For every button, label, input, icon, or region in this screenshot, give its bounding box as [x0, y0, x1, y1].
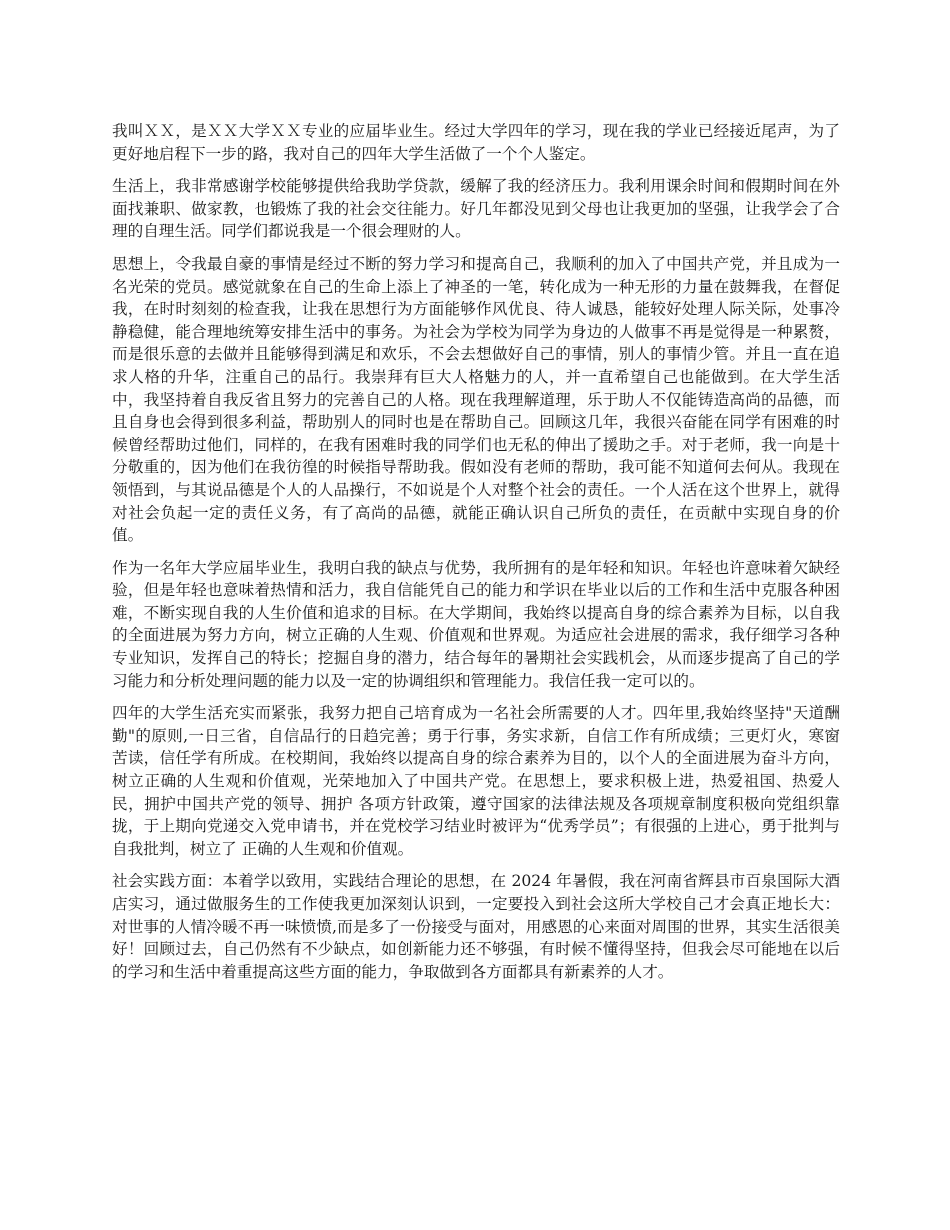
document-body [112, 120, 840, 993]
paragraph-social-practice: 社会实践方面：本着学以致用，实践结合理论的思想，在 2024 年暑假，我在河南省辉县市百泉国际大酒店实习，通过做服务生的工作使我更加深刻认识到，一定要投入到社会这所大学校自己才会真正地长大：对世事的人情冷暖不再一味愤愤,而是多了一份接受与面对，用感恩的心来面对周围的世界，其实生活很美好！回顾过去，自己仍然有不少缺点，如创新能力还不够强，有时候不懂得坚持，但我会尽可能地在以后的学习和生活中着重提高这些方面的能力，争取做到各方面都具有新素养的人才。 [112, 872, 840, 981]
paragraph-strengths: 作为一名年大学应届毕业生，我明白我的缺点与优势，我所拥有的是年轻和知识。年轻也许意味着欠缺经验，但是年轻也意味着热情和活力，我自信能凭自己的能力和学识在毕业以后的工作和生活中克服各种困难，不断实现自我的人生价值和追求的目标。在大学期间，我始终以提高自身的综合素养为目标，以自我的全面进展为努力方向，树立正确的人生观、价值观和世界观。为适应社会进展的需求，我仔细学习各种专业知识，发挥自己的特长；挖掘自身的潜力，结合每年的暑期社会实践机会，从而逐步提高了自己的学习能力和分析处理问题的能力以及一定的协调组织和管理能力。我信任我一定可以的。 [112, 558, 840, 690]
paragraph-life: 生活上，我非常感谢学校能够提供给我助学贷款，缓解了我的经济压力。我利用课余时间和假期时间在外面找兼职、做家教，也锻炼了我的社会交往能力。好几年都没见到父母也让我更加的坚强，让我学会了合理的自理生活。同学们都说我是一个很会理财的人。 [112, 177, 840, 241]
paragraph-four-years: 四年的大学生活充实而紧张，我努力把自己培育成为一名社会所需要的人才。四年里,我始终坚持"天道酬勤"的原则,一日三省，自信品行的日趋完善；勇于行事，务实求新，自信工作有所成绩；三更灯火，寒窗苦读，信任学有所成。在校期间，我始终以提高自身的综合素养为目的，以个人的全面进展为奋斗方向，树立正确的人生观和价值观，光荣地加入了中国共产党。在思想上，要求积极上进，热爱祖国、热爱人民，拥护中国共产党的领导、拥护 各项方针政策，遵守国家的法律法规及各项规章制度积极向党组织靠拢，于上期向党递交入党申请书，并在党校学习结业时被评为“优秀学员”；有很强的上进心，勇于批判与自我批判，树立了 正确的人生观和价值观。 [112, 704, 840, 858]
paragraph-intro: 我叫ＸＸ，是ＸＸ大学ＸＸ专业的应届毕业生。经过大学四年的学习，现在我的学业已经接近尾声，为了更好地启程下一步的路，我对自己的四年大学生活做了一个个人鉴定。 [112, 122, 840, 163]
paragraph-thought: 思想上，令我最自豪的事情是经过不断的努力学习和提高自己，我顺利的加入了中国共产党，并且成为一名光荣的党员。感觉就象在自己的生命上添上了神圣的一笔，转化成为一种无形的力量在鼓舞我，在督促我，在时时刻刻的检查我，让我在思想行为方面能够作风优良、待人诚恳，能较好处理人际关际，处事冷静稳健，能合理地统筹安排生活中的事务。为社会为学校为同学为身边的人做事不再是觉得是一种累赘，而是很乐意的去做并且能够得到满足和欢乐，不会去想做好自己的事情，别人的事情少管。并且一直在追求人格的升华，注重自己的品行。我崇拜有巨大人格魅力的人，并一直希望自己也能做到。在大学生活中，我坚持着自我反省且努力的完善自己的人格。现在我理解道理，乐于助人不仅能铸造高尚的品德，而且自身也会得到很多利益，帮助别人的同时也是在帮助自己。回顾这几年，我很兴奋能在同学有困难的时候曾经帮助过他们，同样的，在我有困难时我的同学们也无私的伸出了援助之手。对于老师，我一向是十分敬重的，因为他们在我彷徨的时候指导帮助我。假如没有老师的帮助，我可能不知道何去何从。我现在领悟到，与其说品德是个人的人品操行，不如说是个人对整个社会的责任。一个人活在这个世界上，就得对社会负起一定的责任义务，有了高尚的品德，就能正确认识自己所负的责任，在贡献中实现自身的价值。 [112, 254, 840, 545]
